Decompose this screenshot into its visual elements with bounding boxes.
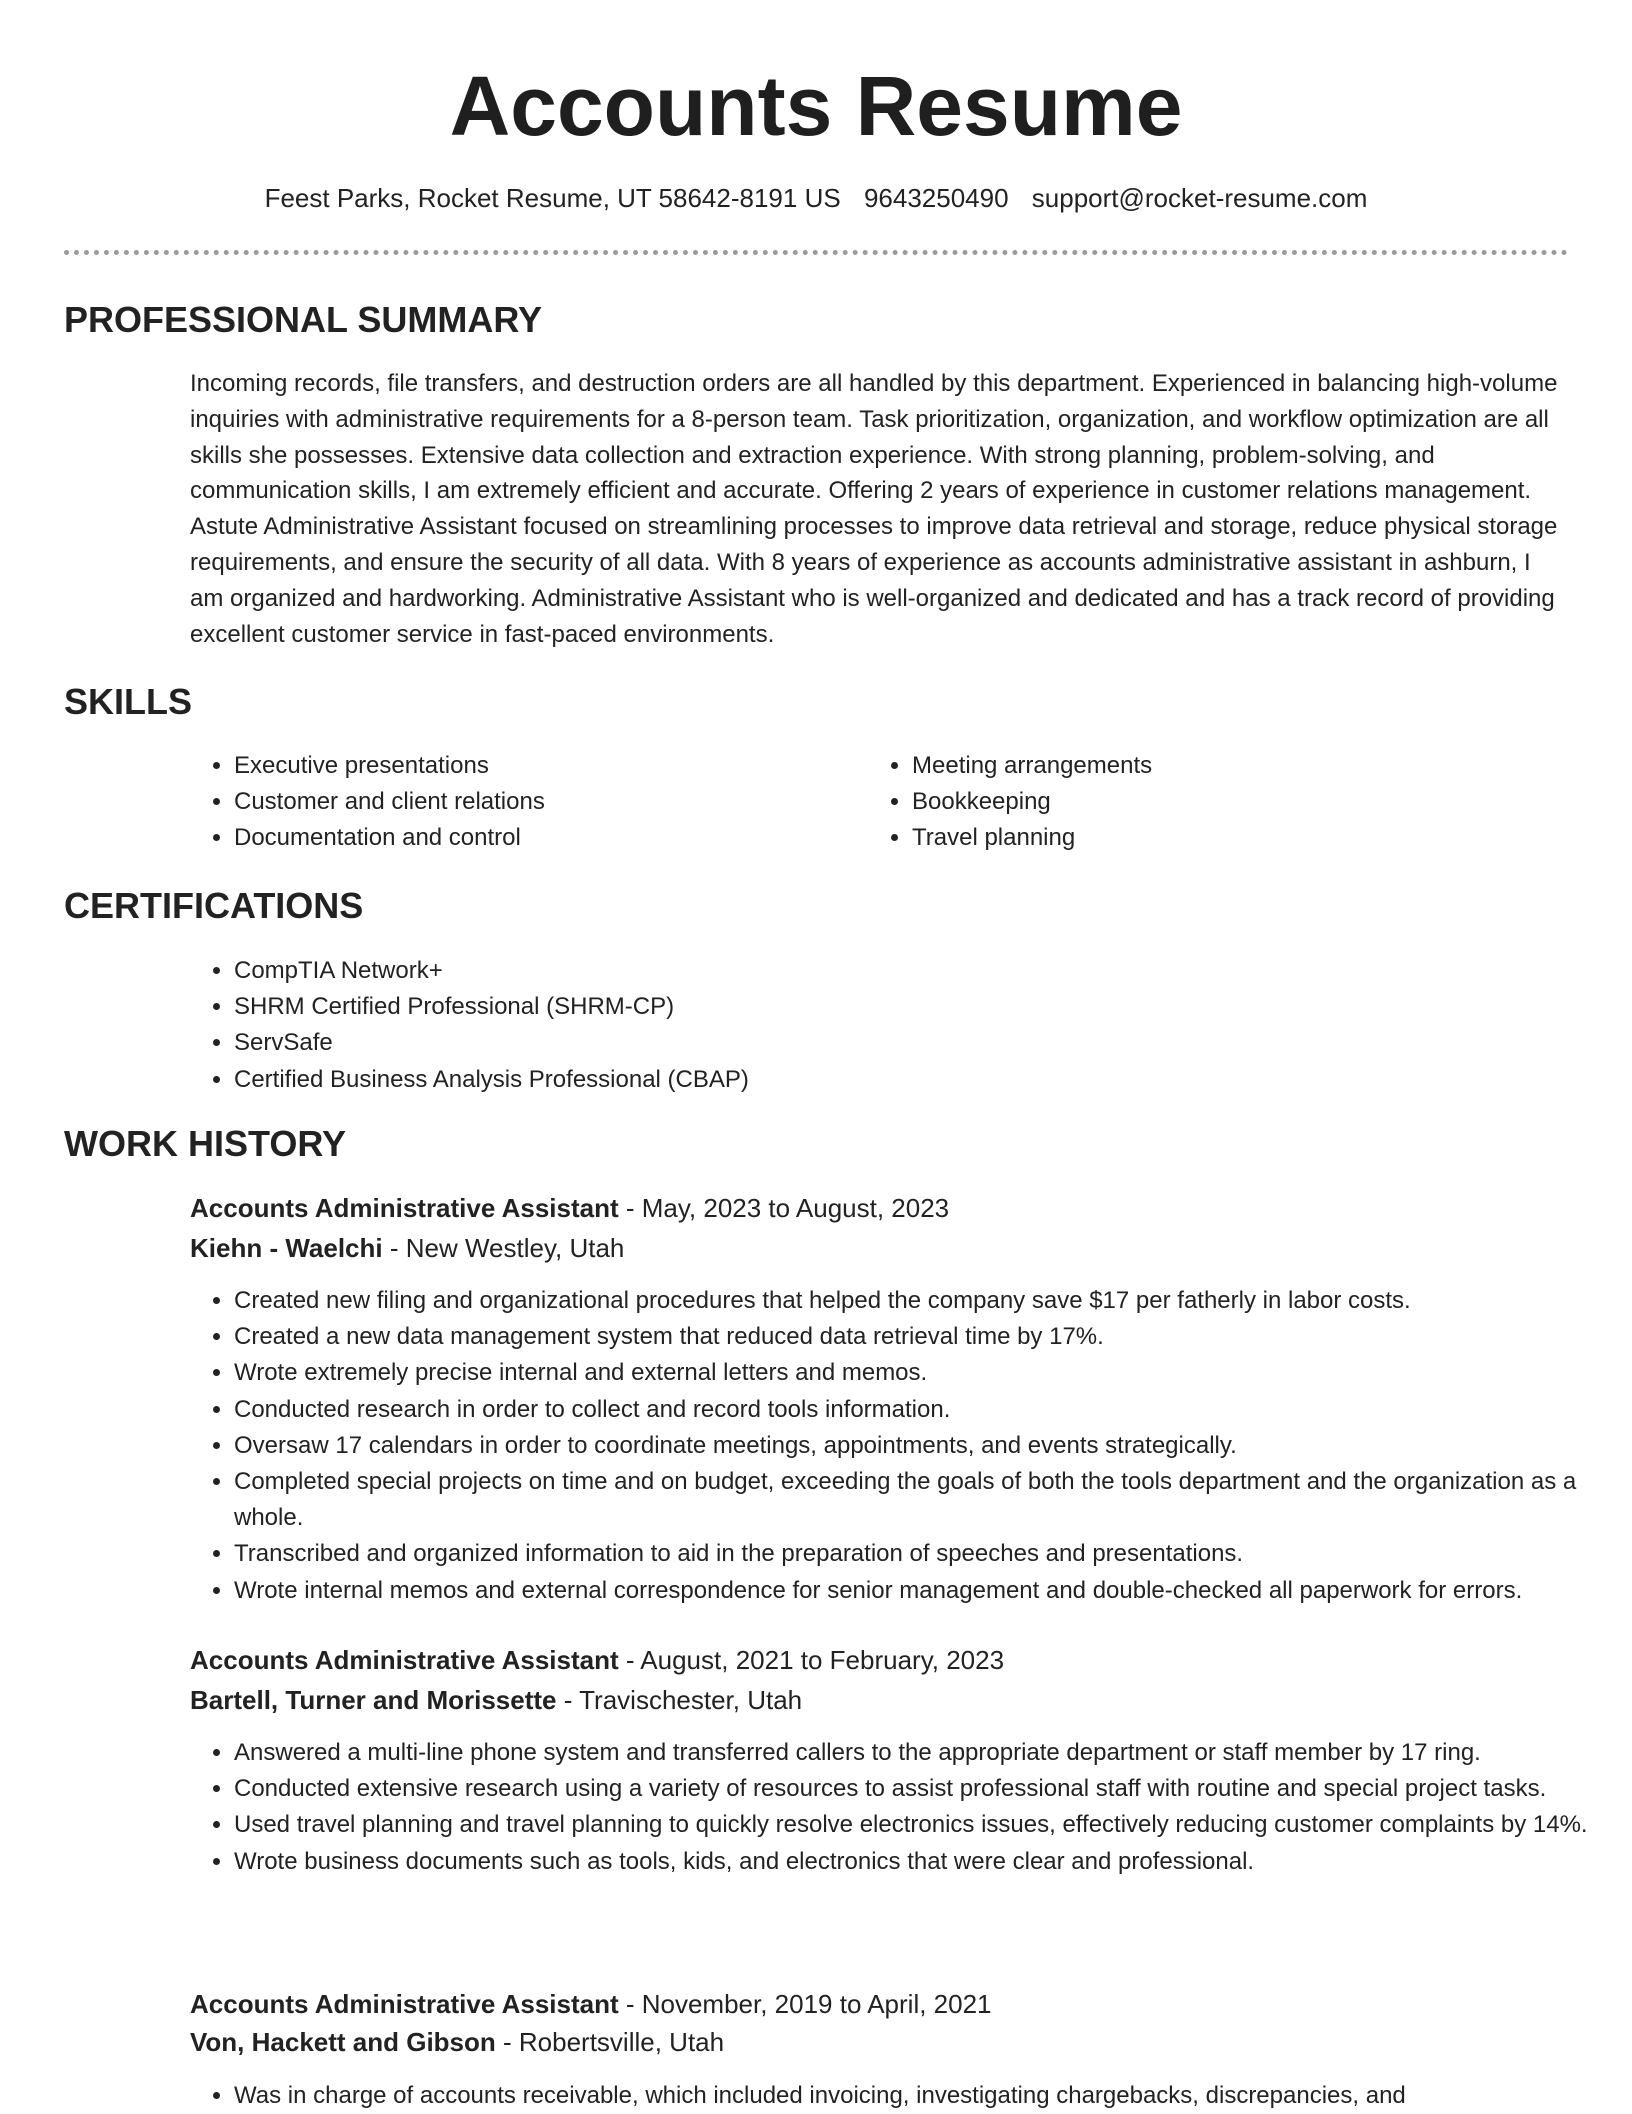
job-bullet: • Wrote extremely precise internal and external letters and memos. <box>234 1355 1620 1391</box>
job-bullet: • Conducted research in order to collect and record tools information. <box>234 1392 1620 1428</box>
job-dates: - August, 2021 to February, 2023 <box>618 1645 1005 1675</box>
job-role: Accounts Administrative Assistant <box>190 1989 619 2019</box>
certifications-heading: CERTIFICATIONS <box>64 885 364 926</box>
skill-item: • Executive presentations <box>234 748 854 784</box>
skills-list-right <box>868 748 1532 857</box>
job-title-line <box>190 1188 949 1228</box>
job-bullet: • Oversaw 17 calendars in order to coordinate meetings, appointments, and events strategically. <box>234 1428 1620 1464</box>
job-location: - Travischester, Utah <box>556 1685 803 1715</box>
job-bullet: • Answered a multi-line phone system and transferred callers to the appropriate department or staff member by 17 ring. <box>234 1735 1620 1771</box>
skills-list-left <box>190 748 854 857</box>
job-role: Accounts Administrative Assistant <box>190 1645 619 1675</box>
resume-title: Accounts Resume <box>449 59 1183 153</box>
certifications-list <box>190 953 1534 1098</box>
job-bullet: • Was in charge of accounts receivable, which included invoicing, investigating chargebacks, discrepancies, and <box>234 2078 1620 2114</box>
job-location: - New Westley, Utah <box>382 1233 625 1263</box>
skill-item: • Customer and client relations <box>234 784 854 820</box>
certification-item: • Certified Business Analysis Professional (CBAP) <box>234 1062 1534 1098</box>
header-divider <box>64 250 1568 255</box>
job-bullets <box>190 1735 1620 1880</box>
job-company: Kiehn - Waelchi <box>190 1233 383 1263</box>
contact-phone: 9643250490 <box>863 183 1009 213</box>
skill-item: • Meeting arrangements <box>912 748 1532 784</box>
job-title-line <box>190 1984 992 2024</box>
skill-item: • Bookkeeping <box>912 784 1532 820</box>
work-history-heading: WORK HISTORY <box>64 1123 347 1164</box>
job-bullet: • Created new filing and organizational procedures that helped the company save $17 per fatherly in labor costs. <box>234 1283 1620 1319</box>
job-dates: - November, 2019 to April, 2021 <box>618 1989 992 2019</box>
job-title-line <box>190 1640 1004 1680</box>
contact-address: Feest Parks, Rocket Resume, UT 58642-8191 US <box>264 183 841 213</box>
job-bullet: • Wrote internal memos and external correspondence for senior management and double-checked all paperwork for errors. <box>234 1573 1620 1609</box>
job-company-line <box>190 1228 624 1268</box>
certification-item: • ServSafe <box>234 1025 1534 1061</box>
job-company: Bartell, Turner and Morissette <box>190 1685 557 1715</box>
contact-email: support@rocket-resume.com <box>1031 183 1368 213</box>
job-location: - Robertsville, Utah <box>495 2027 725 2057</box>
job-bullet: • Used travel planning and travel planning to quickly resolve electronics issues, effectively reducing customer complaints by 14%. <box>234 1807 1620 1843</box>
job-company-line <box>190 2022 724 2062</box>
summary-heading: PROFESSIONAL SUMMARY <box>64 299 543 340</box>
skill-item: • Travel planning <box>912 820 1532 856</box>
job-company: Von, Hackett and Gibson <box>190 2027 496 2057</box>
job-bullet: • Transcribed and organized information to aid in the preparation of speeches and presentations. <box>234 1536 1620 1572</box>
job-bullet: • Created a new data management system that reduced data retrieval time by 17%. <box>234 1319 1620 1355</box>
job-role: Accounts Administrative Assistant <box>190 1193 619 1223</box>
job-bullet: • Completed special projects on time and on budget, exceeding the goals of both the tools department and the organization as a whole. <box>234 1464 1620 1536</box>
certification-item: • CompTIA Network+ <box>234 953 1534 989</box>
contact-line <box>0 180 1632 216</box>
job-bullet: • Conducted extensive research using a variety of resources to assist professional staff with routine and special project tasks. <box>234 1771 1620 1807</box>
skill-item: • Documentation and control <box>234 820 854 856</box>
job-bullet: • Wrote business documents such as tools, kids, and electronics that were clear and professional. <box>234 1844 1620 1880</box>
skills-heading: SKILLS <box>64 681 193 722</box>
job-company-line <box>190 1680 802 1720</box>
certification-item: • SHRM Certified Professional (SHRM-CP) <box>234 989 1534 1025</box>
job-dates: - May, 2023 to August, 2023 <box>618 1193 950 1223</box>
summary-text: Incoming records, file transfers, and destruction orders are all handled by this department. Experienced in balancing high-volume inquiries with administrative requirements for a 8-person team. Task prioritization, organization, and workflow optimization are all skills she possesses. Extensive data collection and extraction experience. With strong planning, problem-solving, and communication skills, I am extremely efficient and accurate. Offering 2 years of experience in customer relations management. Astute Administrative Assistant focused on streamlining processes to improve data retrieval and storage, reduce physical storage requirements, and ensure the security of all data. With 8 years of experience as accounts administrative assistant in ashburn, I am organized and hardworking. Administrative Assistant who is well-organized and dedicated and has a track record of providing excellent customer service in fast-paced environments. <box>190 370 1558 648</box>
job-bullets <box>190 1283 1620 1609</box>
job-bullets <box>190 2078 1620 2114</box>
